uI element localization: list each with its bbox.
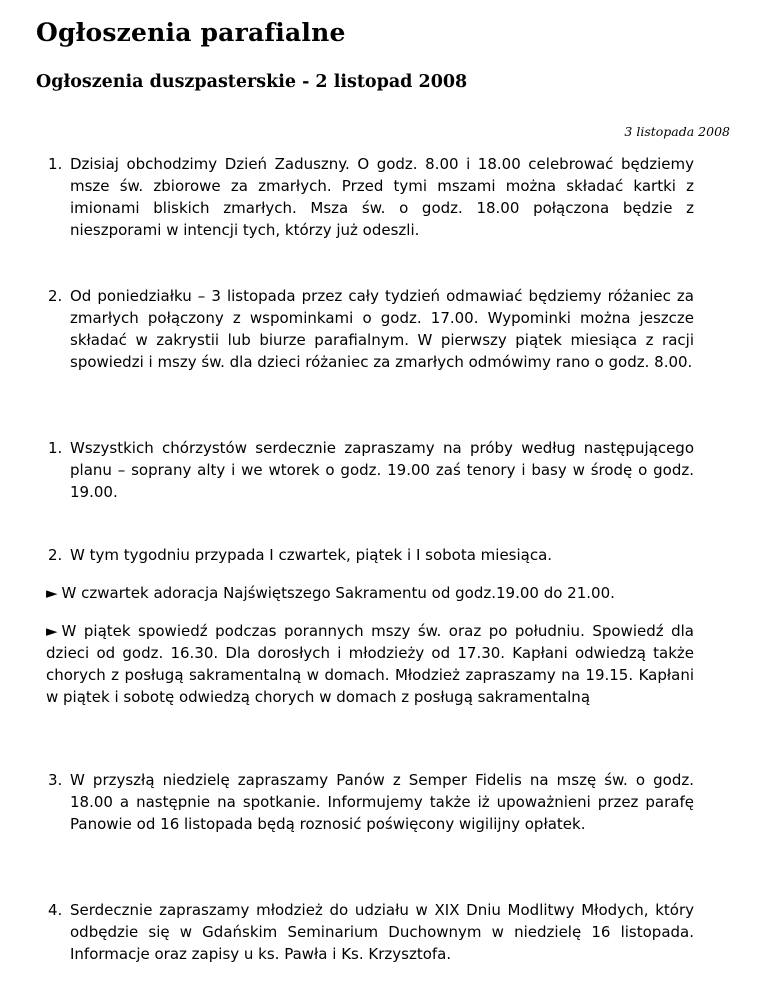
item-text: Od poniedziałku – 3 listopada przez cały tydzień odmawiać będziemy różaniec za zmarłych połączony z wspominkami o godz. 17.00. Wypominki można jeszcze składać w zakrystii lub biurze parafialnym. W pierwszy piątek miesiąca z racji spowiedzi i mszy św. dla dzieci różaniec za zmarłych odmówimy rano o godz. 8.00. bbox=[70, 287, 694, 371]
bullet-arrow-icon: ► bbox=[46, 622, 58, 640]
item-number: 2. bbox=[48, 546, 63, 564]
item-text: Dzisiaj obchodzimy Dzień Zaduszny. O godz. 8.00 i 18.00 celebrować będziemy msze św. zbiorowe za zmarłych. Przed tymi mszami można składać kartki z imionami bliskich zmarłych. Msza św. o godz. 18.00 połączona będzie z nieszporami w intencji tych, którzy już odeszli. bbox=[70, 155, 694, 239]
announcement-item bbox=[48, 769, 694, 835]
note-text: W piątek spowiedź podczas porannych mszy św. oraz po południu. Spowiedź dla dzieci od godz. 16.30. Dla dorosłych i młodzieży od 17.30. Kapłani odwiedzą także chorych z posługą sakramentalną w domach. Młodzież zapraszamy na 19.15. Kapłani w piątek i sobotę odwiedzą chorych w domach z posługą sakramentalną bbox=[46, 622, 694, 706]
page-title: Ogłoszenia parafialne bbox=[36, 18, 346, 47]
announcement-item bbox=[48, 153, 694, 241]
item-number: 1. bbox=[48, 439, 63, 457]
note-paragraph bbox=[46, 582, 694, 604]
item-text: Serdecznie zapraszamy młodzież do udziału w XIX Dniu Modlitwy Młodych, który odbędzie się w Gdańskim Seminarium Duchownym w niedzielę 16 listopada. Informacje oraz zapisy u ks. Pawła i Ks. Krzysztofa. bbox=[70, 901, 694, 963]
note-text: W czwartek adoracja Najświętszego Sakramentu od godz.19.00 do 21.00. bbox=[61, 584, 615, 602]
note-paragraph bbox=[46, 620, 694, 708]
announcement-item bbox=[48, 437, 694, 503]
item-text: W przyszłą niedzielę zapraszamy Panów z Semper Fidelis na mszę św. o godz. 18.00 a następnie na spotkanie. Informujemy także iż upoważnieni przez parafę Panowie od 16 listopada będą roznosić poświęcony wigilijny opłatek. bbox=[70, 771, 694, 833]
page-subtitle: Ogłoszenia duszpasterskie - 2 listopad 2008 bbox=[36, 72, 468, 92]
announcement-item bbox=[48, 899, 694, 965]
item-number: 3. bbox=[48, 771, 63, 789]
item-number: 2. bbox=[48, 287, 63, 305]
bullet-arrow-icon: ► bbox=[46, 584, 58, 602]
item-number: 1. bbox=[48, 155, 63, 173]
document-date: 3 listopada 2008 bbox=[624, 124, 730, 139]
item-number: 4. bbox=[48, 901, 63, 919]
item-text: W tym tygodniu przypada I czwartek, piątek i I sobota miesiąca. bbox=[70, 546, 553, 564]
item-text: Wszystkich chórzystów serdecznie zapraszamy na próby według następującego planu – soprany alty i we wtorek o godz. 19.00 zaś tenory i basy w środę o godz. 19.00. bbox=[70, 439, 694, 501]
announcement-item bbox=[48, 285, 694, 373]
announcement-item bbox=[48, 544, 694, 566]
